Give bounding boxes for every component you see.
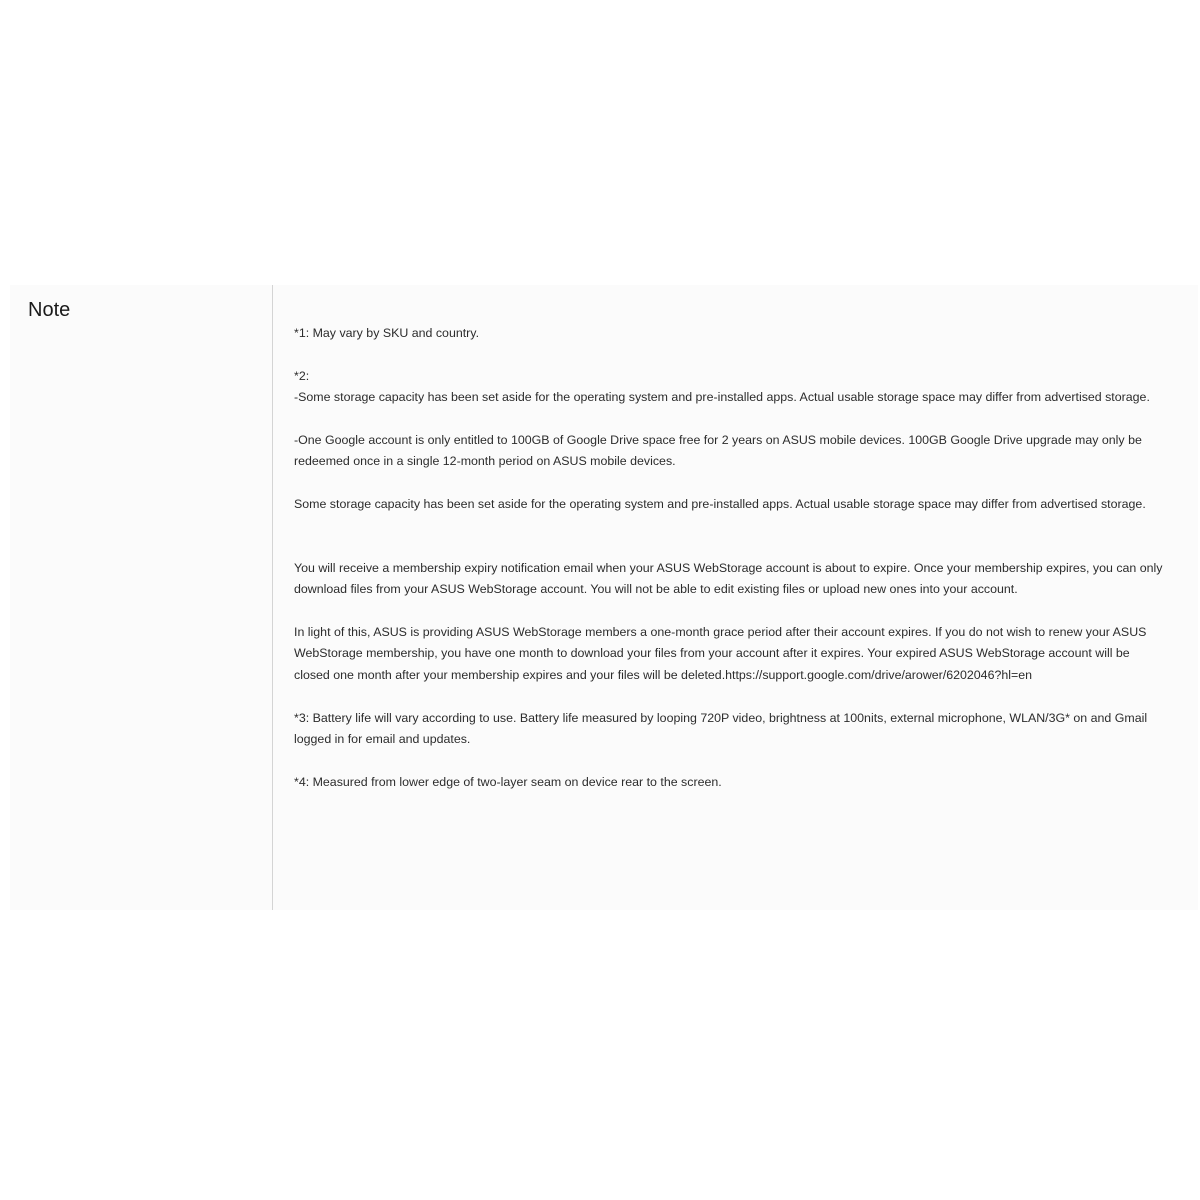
notes-content — [294, 323, 1164, 793]
spacer — [294, 516, 1164, 558]
note-4: *4: Measured from lower edge of two-layer seam on device rear to the screen. — [294, 774, 722, 789]
column-divider — [272, 285, 273, 910]
note-3: *3: Battery life will vary according to use. Battery life measured by looping 720P video, brightness at 100nits, external microphone, WLAN/3G* on and Gmail logged in for email and updates. — [294, 710, 1148, 747]
spec-note-panel — [10, 285, 1198, 910]
spacer — [294, 345, 1164, 366]
note-2-google-drive: -One Google account is only entitled to 100GB of Google Drive space free for 2 years on ASUS mobile devices. 100GB Google Drive upgrade may only be redeemed once in a single 12-month period on ASUS mobile devices. — [294, 432, 1142, 469]
spacer — [294, 601, 1164, 622]
label-column — [10, 285, 272, 910]
spacer — [294, 473, 1164, 494]
spacer — [294, 687, 1164, 708]
note-2-storage: -Some storage capacity has been set aside for the operating system and pre-installed apps. Actual usable storage space may differ from advertised storage. — [294, 390, 1150, 405]
webstorage-grace-note: In light of this, ASUS is providing ASUS WebStorage members a one-month grace period after their account expires. If you do not wish to renew your ASUS WebStorage membership, you have one month to download your files from your account after it expires. Your expired ASUS WebStorage account will be closed one month after your membership expires and your files will be deleted.https://support.google.com/drive/arower/6202046?hl=en — [294, 624, 1147, 682]
note-2-storage-repeat: Some storage capacity has been set aside for the operating system and pre-installed apps. Actual usable storage space may differ from advertised storage. — [294, 496, 1146, 511]
note-1: *1: May vary by SKU and country. — [294, 326, 480, 340]
note-2-label: *2: — [294, 368, 310, 383]
webstorage-expiry-note: You will receive a membership expiry notification email when your ASUS WebStorage account is about to expire. Once your membership expires, you can only download files from your ASUS WebStorage account. You will not be able to edit existing files or upload new ones into your account. — [294, 560, 1163, 597]
note-heading: Note — [28, 299, 71, 321]
spacer — [294, 409, 1164, 430]
spacer — [294, 751, 1164, 772]
